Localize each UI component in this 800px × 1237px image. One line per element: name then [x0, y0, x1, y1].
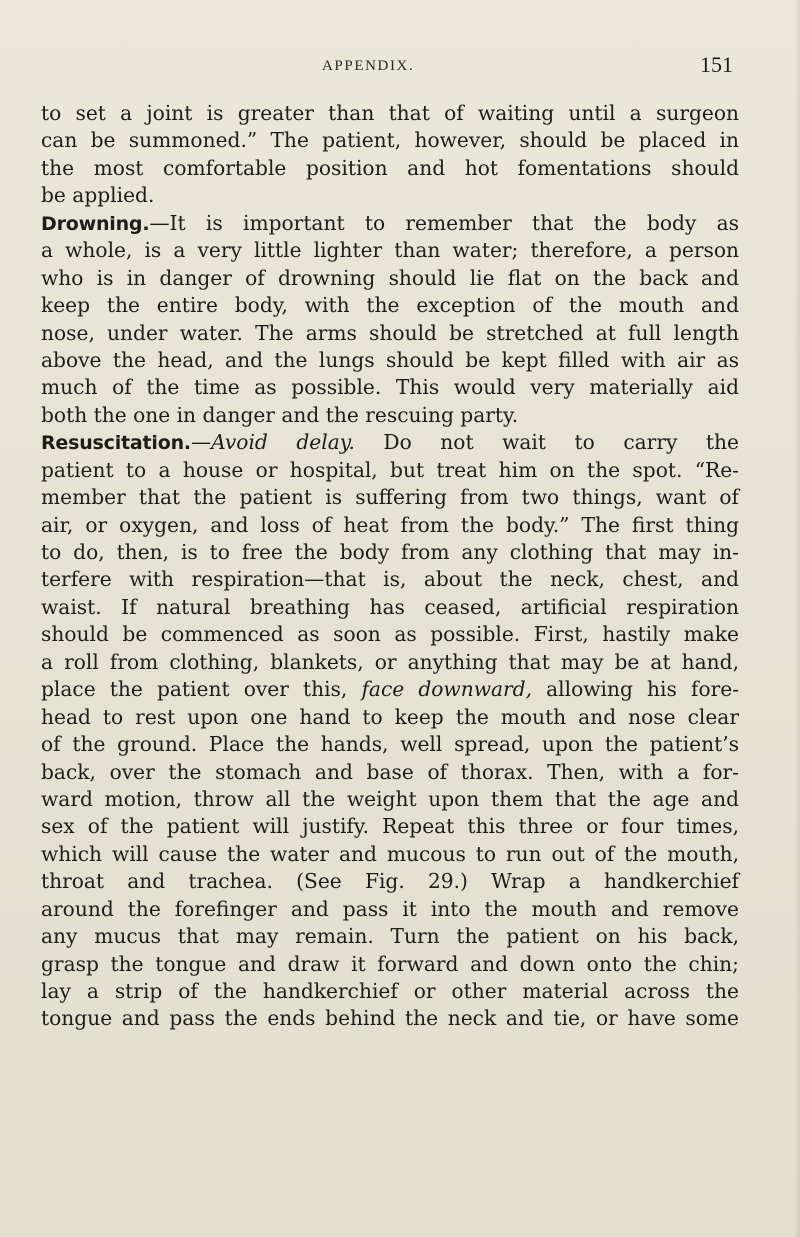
- text-line: [41, 155, 739, 182]
- text-line: [41, 868, 739, 895]
- text-line: [41, 759, 739, 786]
- text-line: [41, 566, 739, 593]
- text-line: [41, 457, 739, 484]
- section-heading: Resuscitation.: [41, 432, 191, 455]
- text-line: [41, 786, 739, 813]
- text-line: [41, 978, 739, 1005]
- text-line: [41, 512, 739, 539]
- text-line: [41, 182, 739, 209]
- text-line: [41, 813, 739, 840]
- text-line: [41, 100, 739, 127]
- text-run: sex of the patient will justify. Repeat this three or four times,: [41, 814, 739, 839]
- text-run: to set a joint is greater than that of waiting until a surgeon: [41, 101, 739, 125]
- text-line: [41, 951, 739, 978]
- running-head: APPENDIX.: [322, 58, 415, 74]
- text-line: [41, 320, 739, 347]
- text-run: should be commenced as soon as possible. First, hastily make: [41, 622, 739, 647]
- text-run: around the forefinger and pass it into the mouth and remove: [41, 896, 739, 921]
- text-run: any mucus that may remain. Turn the patient on his back,: [41, 924, 739, 949]
- text-run: much of the time as possible. This would very materially aid: [41, 375, 739, 400]
- text-line: [41, 374, 739, 401]
- text-run: back, over the stomach and base of thorax. Then, with a for-: [41, 759, 739, 784]
- text-run: allowing his fore-: [532, 677, 740, 702]
- text-run: can be summoned.” The patient, however, should be placed in: [41, 128, 739, 153]
- text-line: [41, 594, 739, 621]
- text-line: [41, 621, 739, 648]
- text-line: [41, 265, 739, 292]
- text-run: the most comfortable position and hot fomentations should: [41, 155, 739, 180]
- text-line: [41, 676, 739, 703]
- text-run: tongue and pass the ends behind the neck and tie, or have some: [41, 1006, 739, 1031]
- text-line: [41, 731, 739, 758]
- body-text: [41, 100, 739, 1033]
- text-run: lay a strip of the handkerchief or other material across the: [41, 979, 739, 1003]
- text-line: [41, 127, 739, 154]
- text-line: [41, 347, 739, 374]
- text-run: terfere with respiration—that is, about the neck, chest, and: [41, 567, 739, 592]
- text-line: [41, 1005, 739, 1032]
- text-run: nose, under water. The arms should be stretched at full length: [41, 320, 739, 345]
- text-line: [41, 402, 739, 429]
- text-line: [41, 704, 739, 731]
- text-run: which will cause the water and mucous to run out of the mouth,: [41, 841, 739, 866]
- page-header: [0, 52, 800, 84]
- text-run: ward motion, throw all the weight upon them that the age and: [41, 786, 739, 811]
- text-line: [41, 649, 739, 676]
- text-line: [41, 292, 739, 319]
- text-run: waist. If natural breathing has ceased, artificial respiration: [41, 594, 739, 619]
- text-line: [41, 484, 739, 511]
- text-run: both the one in danger and the rescuing party.: [41, 402, 519, 427]
- text-run: be applied.: [41, 183, 155, 208]
- text-line: [41, 539, 739, 566]
- text-run: patient to a house or hospital, but treat him on the spot. “Re-: [41, 457, 739, 482]
- text-line: [41, 237, 739, 264]
- text-run: above the head, and the lungs should be kept filled with air as: [41, 347, 739, 372]
- text-line: [41, 429, 739, 456]
- text-run: of the ground. Place the hands, well spread, upon the patient’s: [41, 732, 739, 757]
- page-number: 151: [700, 52, 733, 77]
- text-run: —It is important to remember that the body as: [149, 210, 739, 235]
- text-run: a roll from clothing, blankets, or anything that may be at hand,: [41, 649, 739, 674]
- text-line: [41, 841, 739, 868]
- text-line: [41, 923, 739, 950]
- text-run: who is in danger of drowning should lie flat on the back and: [41, 265, 739, 290]
- text-run: air, or oxygen, and loss of heat from the body.” The first thing: [41, 512, 739, 537]
- text-run: keep the entire body, with the exception of the mouth and: [41, 293, 739, 318]
- text-run: member that the patient is suffering from two things, want of: [41, 485, 739, 510]
- section-heading: Drowning.: [41, 212, 150, 235]
- text-run: throat and trachea. (See Fig. 29.) Wrap a handkerchief: [41, 869, 739, 894]
- text-run: Do not wait to carry the: [354, 430, 739, 455]
- text-run: —: [190, 430, 212, 455]
- text-line: [41, 210, 739, 237]
- italic-text: face downward,: [361, 677, 533, 702]
- text-run: to do, then, is to free the body from any clothing that may in-: [41, 540, 739, 564]
- text-run: grasp the tongue and draw it forward and down onto the chin;: [41, 951, 739, 976]
- page-edge-shadow: [794, 0, 800, 1237]
- text-line: [41, 896, 739, 923]
- italic-text: Avoid delay.: [211, 430, 355, 455]
- text-run: a whole, is a very little lighter than water; therefore, a person: [41, 238, 739, 263]
- text-run: place the patient over this,: [41, 677, 362, 702]
- text-run: head to rest upon one hand to keep the mouth and nose clear: [41, 704, 739, 729]
